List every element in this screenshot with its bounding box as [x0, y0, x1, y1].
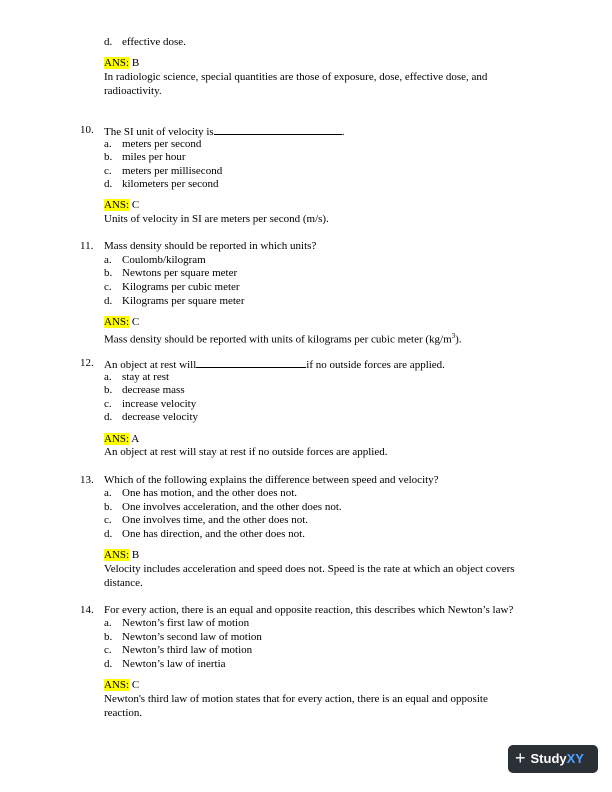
- option: [104, 398, 196, 412]
- option-letter: d.: [104, 36, 113, 48]
- option: [104, 658, 226, 672]
- question-number: 12.: [80, 357, 94, 369]
- option: [104, 371, 169, 385]
- option-text: Newton’s third law of motion: [122, 644, 253, 656]
- option-letter: d.: [104, 528, 113, 540]
- explanation: Velocity includes acceleration and speed does not. Speed is the rate at which an object covers distance.: [104, 563, 515, 589]
- studyxy-logo[interactable]: [508, 745, 598, 773]
- option-text: Kilograms per square meter: [122, 295, 245, 307]
- option: [104, 411, 198, 425]
- answer-label: ANS:: [104, 433, 130, 445]
- option-letter: c.: [104, 644, 112, 656]
- question-number: 11.: [80, 240, 94, 252]
- question-text: An object at rest will: [104, 359, 197, 371]
- question-text-end: if no outside forces are applied.: [306, 359, 445, 371]
- option-letter: c.: [104, 281, 112, 293]
- option-text: Newton’s law of inertia: [122, 658, 226, 670]
- explanation-text: Mass density should be reported with units of kilograms per cubic meter (kg/m: [104, 333, 452, 346]
- question-text: Which of the following explains the difference between speed and velocity?: [104, 474, 439, 486]
- explanation-text-end: ).: [455, 333, 462, 346]
- option: [104, 528, 305, 542]
- option-text: One involves acceleration, and the other does not.: [122, 501, 342, 513]
- option-text: One involves time, and the other does not.: [122, 514, 309, 526]
- answer-value: A: [131, 433, 140, 445]
- answer: [104, 199, 139, 213]
- answer-value: C: [131, 679, 140, 691]
- option-letter: c.: [104, 398, 112, 410]
- option: [104, 487, 297, 501]
- option-text: miles per hour: [122, 151, 186, 163]
- superscript: 3: [451, 332, 456, 340]
- option-letter: d.: [104, 178, 113, 190]
- answer: [104, 679, 139, 693]
- option-letter: d.: [104, 658, 113, 670]
- prev-answer: [104, 57, 139, 71]
- option: [104, 254, 206, 268]
- question-text: For every action, there is an equal and opposite reaction, this describes which Newton’s law?: [104, 604, 514, 616]
- question-text: Mass density should be reported in which units?: [104, 240, 317, 252]
- option: [104, 267, 237, 281]
- option-letter: b.: [104, 151, 113, 163]
- answer-value: B: [131, 549, 140, 561]
- explanation: [104, 330, 534, 347]
- option: [104, 644, 252, 658]
- option-letter: a.: [104, 371, 112, 383]
- option-text: stay at rest: [122, 371, 170, 383]
- option-letter: c.: [104, 165, 112, 177]
- option-letter: b.: [104, 631, 113, 643]
- question-number: 13.: [80, 474, 94, 486]
- plus-icon: +: [515, 748, 526, 769]
- answer: [104, 549, 139, 563]
- option-letter: b.: [104, 384, 113, 396]
- option: [104, 295, 244, 309]
- question-text: The SI unit of velocity is: [104, 126, 214, 138]
- option-text: meters per second: [122, 138, 202, 150]
- question-number: 10.: [80, 124, 94, 136]
- option: [104, 384, 185, 398]
- prev-option-d: [104, 36, 186, 50]
- option-text: meters per millisecond: [122, 165, 223, 177]
- option: [104, 151, 186, 165]
- answer: [104, 433, 139, 447]
- option: [104, 617, 249, 631]
- prev-explanation: In radiologic science, special quantities are those of exposure, dose, effective dose, and radioactivity.: [104, 71, 488, 97]
- option-text: decrease mass: [122, 384, 185, 396]
- option-text: Newtons per square meter: [122, 267, 238, 279]
- option-letter: b.: [104, 267, 113, 279]
- option-text: effective dose.: [122, 36, 186, 48]
- answer-blank: [196, 357, 306, 368]
- option-text: Kilograms per cubic meter: [122, 281, 240, 293]
- answer: [104, 316, 139, 330]
- explanation: Units of velocity in SI are meters per second (m/s).: [104, 213, 329, 225]
- answer-label: ANS:: [104, 549, 130, 561]
- answer-label: ANS:: [104, 57, 130, 69]
- option-letter: a.: [104, 487, 112, 499]
- option: [104, 281, 240, 295]
- brand-name: StudyXY: [530, 751, 584, 767]
- option-text: One has motion, and the other does not.: [122, 487, 298, 499]
- answer-label: ANS:: [104, 679, 130, 691]
- answer-value: C: [131, 316, 140, 328]
- question-number: 14.: [80, 604, 94, 616]
- question-text-end: .: [341, 126, 345, 138]
- option-letter: a.: [104, 138, 112, 150]
- option: [104, 138, 201, 152]
- option-text: kilometers per second: [122, 178, 219, 190]
- option-letter: d.: [104, 295, 113, 307]
- option-letter: d.: [104, 411, 113, 423]
- answer-label: ANS:: [104, 316, 130, 328]
- option-text: increase velocity: [122, 398, 197, 410]
- option-letter: a.: [104, 617, 112, 629]
- option-letter: c.: [104, 514, 112, 526]
- explanation: An object at rest will stay at rest if no outside forces are applied.: [104, 446, 388, 458]
- option: [104, 514, 308, 528]
- option-text: decrease velocity: [122, 411, 199, 423]
- answer-blank: [214, 124, 342, 135]
- answer-label: ANS:: [104, 199, 130, 211]
- option: [104, 501, 342, 515]
- option-text: Coulomb/kilogram: [122, 254, 206, 266]
- option-letter: b.: [104, 501, 113, 513]
- option-text: One has direction, and the other does not.: [122, 528, 305, 540]
- option-text: Newton’s first law of motion: [122, 617, 250, 629]
- option: [104, 165, 222, 179]
- option: [104, 631, 262, 645]
- answer-value: C: [131, 199, 140, 211]
- option-text: Newton’s second law of motion: [122, 631, 262, 643]
- option-letter: a.: [104, 254, 112, 266]
- option: [104, 178, 219, 192]
- explanation: Newton's third law of motion states that for every action, there is an equal and opposite reaction.: [104, 693, 488, 719]
- answer-value: B: [131, 57, 140, 69]
